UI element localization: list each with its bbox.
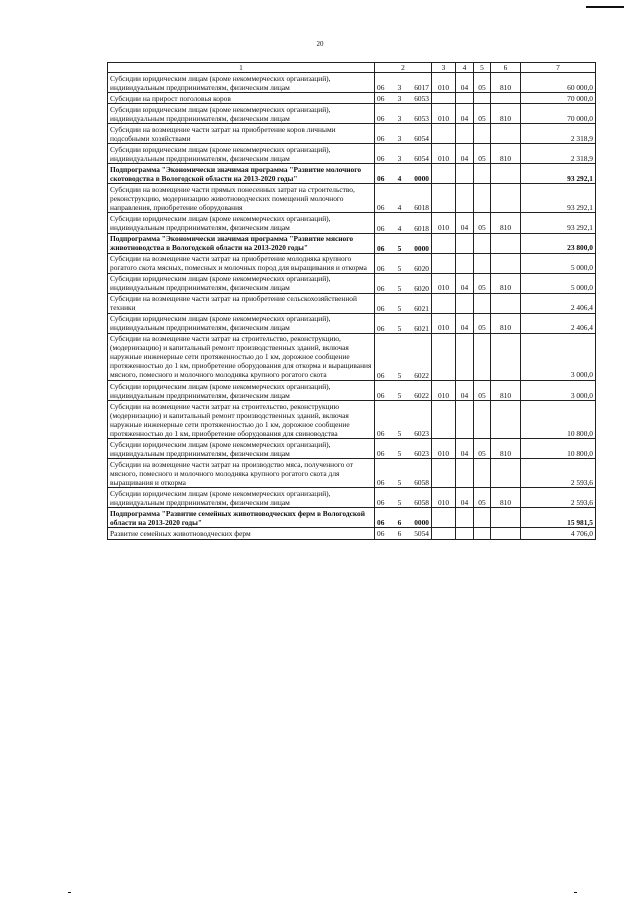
- row-col-6: 810: [491, 144, 521, 164]
- row-code: [375, 401, 432, 439]
- code-part-3: 6022: [414, 391, 429, 401]
- code-part-3: 6018: [414, 223, 429, 233]
- row-col-3: [432, 233, 456, 253]
- row-col-3: 010: [432, 381, 456, 401]
- row-col-4: [456, 93, 474, 104]
- code-part-1: 06: [377, 391, 385, 401]
- code-part-2: 5: [397, 498, 402, 508]
- row-col-5: 05: [474, 104, 491, 124]
- row-name: Субсидии юридическим лицам (кроме некоммерческих организаций), индивидуальным предпринимателям, физическим лицам: [108, 488, 375, 508]
- code-part-1: 06: [377, 243, 385, 253]
- code-part-1: 06: [377, 370, 385, 380]
- row-col-4: 04: [456, 213, 474, 233]
- code-part-2: 3: [397, 114, 402, 124]
- row-name: Субсидии на возмещение части затрат на строительство, реконструкцию, (модернизацию) и капитальный ремонт производственных зданий, включая наружные инженерные сети протяженностью до 1 км, дорожное сообщение протяженностью до 1 км, приобретение оборудования для откорма и выращивания мясного, помесного и молочного молодняка крупного рогатого скота: [108, 333, 375, 380]
- row-name: Подпрограмма "Экономически значимая программа "Развитие мясного животноводства в Вологодской области на 2013-2020 годы": [108, 233, 375, 253]
- row-name: Субсидии юридическим лицам (кроме некоммерческих организаций), индивидуальным предпринимателям, физическим лицам: [108, 439, 375, 459]
- row-amount: 70 000,0: [521, 93, 596, 104]
- code-part-1: 06: [377, 203, 385, 213]
- code-part-3: 6022: [414, 370, 429, 380]
- row-col-5: [474, 293, 491, 313]
- row-col-6: 810: [491, 73, 521, 93]
- code-part-2: 3: [397, 83, 402, 93]
- row-name: Субсидии на возмещение части затрат на приобретение сельскохозяйственной техники: [108, 293, 375, 313]
- code-part-3: 0000: [414, 243, 429, 253]
- row-col-6: 810: [491, 439, 521, 459]
- table-row: [108, 459, 596, 488]
- row-amount: 2 406,4: [521, 313, 596, 333]
- row-code: [375, 164, 432, 184]
- row-col-6: [491, 93, 521, 104]
- row-col-3: 010: [432, 144, 456, 164]
- row-amount: 60 000,0: [521, 73, 596, 93]
- row-name: Субсидии юридическим лицам (кроме некоммерческих организаций), индивидуальным предпринимателям, физическим лицам: [108, 381, 375, 401]
- row-col-5: [474, 528, 491, 539]
- row-col-3: 010: [432, 313, 456, 333]
- row-name: Субсидии на возмещение части затрат на строительство, реконструкцию (модернизацию) и капитальный ремонт производственных зданий, включая наружные инженерные сети протяженностью до 1 км, дорожное сообщение протяженностью до 1 км, приобретение оборудования для свиноводства: [108, 401, 375, 439]
- code-part-3: 0000: [414, 174, 429, 184]
- table-row: [108, 401, 596, 439]
- code-part-1: 06: [377, 114, 385, 124]
- row-code: [375, 233, 432, 253]
- row-code: [375, 73, 432, 93]
- row-col-6: [491, 528, 521, 539]
- row-col-6: [491, 184, 521, 213]
- row-amount: 15 981,5: [521, 508, 596, 528]
- row-amount: 23 800,0: [521, 233, 596, 253]
- row-col-4: 04: [456, 381, 474, 401]
- code-part-3: 6023: [414, 449, 429, 459]
- row-col-6: [491, 293, 521, 313]
- code-part-2: 5: [397, 449, 402, 459]
- table-row: [108, 508, 596, 528]
- row-name: Субсидии на возмещение части прямых понесенных затрат на строительство, реконструкцию, модернизацию животноводческих помещений молочного направления, приобретение оборудования: [108, 184, 375, 213]
- row-code: [375, 104, 432, 124]
- code-part-3: 6054: [414, 134, 429, 144]
- row-code: [375, 313, 432, 333]
- row-col-6: [491, 124, 521, 144]
- code-part-1: 06: [377, 429, 385, 439]
- row-col-6: 810: [491, 488, 521, 508]
- table-row: [108, 253, 596, 273]
- row-amount: 70 000,0: [521, 104, 596, 124]
- row-col-6: [491, 164, 521, 184]
- table-row: [108, 273, 596, 293]
- scan-mark-bottom-left: [68, 892, 71, 893]
- row-col-5: 05: [474, 381, 491, 401]
- row-col-4: 04: [456, 144, 474, 164]
- row-col-3: [432, 333, 456, 380]
- table-row: [108, 144, 596, 164]
- code-part-3: 6018: [414, 203, 429, 213]
- code-part-2: 4: [397, 223, 402, 233]
- code-part-1: 06: [377, 449, 385, 459]
- row-code: [375, 293, 432, 313]
- row-col-3: [432, 528, 456, 539]
- row-col-5: [474, 184, 491, 213]
- row-col-3: [432, 293, 456, 313]
- code-part-3: 6054: [414, 154, 429, 164]
- row-name: Субсидии юридическим лицам (кроме некоммерческих организаций), индивидуальным предпринимателям, физическим лицам: [108, 144, 375, 164]
- row-amount: 2 406,4: [521, 293, 596, 313]
- row-col-4: [456, 293, 474, 313]
- row-amount: 93 292,1: [521, 213, 596, 233]
- row-col-3: [432, 401, 456, 439]
- row-col-6: [491, 508, 521, 528]
- table-row: [108, 164, 596, 184]
- code-part-1: 06: [377, 303, 385, 313]
- row-col-5: [474, 93, 491, 104]
- code-part-1: 06: [377, 529, 385, 539]
- table-row: [108, 488, 596, 508]
- code-part-1: 06: [377, 174, 385, 184]
- row-col-4: 04: [456, 273, 474, 293]
- row-code: [375, 93, 432, 104]
- code-part-1: 06: [377, 498, 385, 508]
- code-part-3: 6017: [414, 83, 429, 93]
- col-header-2: 2: [375, 63, 432, 73]
- row-code: [375, 273, 432, 293]
- row-col-5: 05: [474, 144, 491, 164]
- row-col-4: 04: [456, 439, 474, 459]
- row-col-3: [432, 164, 456, 184]
- row-amount: 10 800,0: [521, 439, 596, 459]
- code-part-2: 6: [397, 518, 402, 528]
- row-code: [375, 124, 432, 144]
- scan-mark-top: [586, 6, 624, 8]
- row-col-4: [456, 124, 474, 144]
- code-part-2: 3: [397, 94, 402, 104]
- row-amount: 5 000,0: [521, 273, 596, 293]
- code-part-3: 0000: [414, 518, 429, 528]
- row-code: [375, 508, 432, 528]
- row-name: Субсидии на возмещение части затрат на производство мяса, полученного от мясного, помесного и молочного молодняка крупного рогатого скота для выращивания и откорма: [108, 459, 375, 488]
- row-col-4: 04: [456, 488, 474, 508]
- row-col-3: [432, 184, 456, 213]
- row-col-3: [432, 124, 456, 144]
- row-code: [375, 459, 432, 488]
- code-part-2: 5: [397, 303, 402, 313]
- code-part-2: 5: [397, 283, 402, 293]
- table-row: [108, 528, 596, 539]
- code-part-2: 5: [397, 323, 402, 333]
- code-part-3: 6053: [414, 94, 429, 104]
- table-row: [108, 333, 596, 380]
- row-amount: 4 706,0: [521, 528, 596, 539]
- row-amount: 2 593,6: [521, 488, 596, 508]
- row-col-6: [491, 233, 521, 253]
- code-part-3: 5054: [414, 529, 429, 539]
- row-col-5: 05: [474, 273, 491, 293]
- col-header-7: 7: [521, 63, 596, 73]
- code-part-3: 6023: [414, 429, 429, 439]
- row-name: Субсидии на прирост поголовья коров: [108, 93, 375, 104]
- row-col-4: [456, 253, 474, 273]
- table-row: [108, 184, 596, 213]
- row-col-5: [474, 459, 491, 488]
- row-col-3: 010: [432, 488, 456, 508]
- row-col-3: 010: [432, 273, 456, 293]
- row-amount: 2 318,9: [521, 144, 596, 164]
- row-col-6: 810: [491, 273, 521, 293]
- table-row: [108, 213, 596, 233]
- row-col-5: [474, 164, 491, 184]
- code-part-1: 06: [377, 478, 385, 488]
- row-col-4: [456, 333, 474, 380]
- row-col-3: [432, 93, 456, 104]
- code-part-1: 06: [377, 518, 385, 528]
- row-amount: 93 292,1: [521, 164, 596, 184]
- code-part-2: 3: [397, 134, 402, 144]
- row-name: Субсидии на возмещение части затрат на приобретение коров личными подсобными хозяйствами: [108, 124, 375, 144]
- row-col-4: [456, 164, 474, 184]
- row-amount: 93 292,1: [521, 184, 596, 213]
- row-code: [375, 333, 432, 380]
- code-part-1: 06: [377, 223, 385, 233]
- code-part-3: 6058: [414, 498, 429, 508]
- row-name: Субсидии юридическим лицам (кроме некоммерческих организаций), индивидуальным предпринимателям, физическим лицам: [108, 213, 375, 233]
- row-col-6: 810: [491, 381, 521, 401]
- code-part-3: 6053: [414, 114, 429, 124]
- code-part-2: 5: [397, 429, 402, 439]
- row-amount: 2 593,6: [521, 459, 596, 488]
- code-part-1: 06: [377, 263, 385, 273]
- row-name: Подпрограмма "Экономически значимая программа "Развитие молочного скотоводства в Вологодской области на 2013-2020 годы": [108, 164, 375, 184]
- row-col-3: 010: [432, 439, 456, 459]
- code-part-1: 06: [377, 94, 385, 104]
- row-col-5: [474, 508, 491, 528]
- table-row: [108, 313, 596, 333]
- table-row: [108, 381, 596, 401]
- code-part-3: 6021: [414, 323, 429, 333]
- table-row: [108, 73, 596, 93]
- row-col-5: 05: [474, 313, 491, 333]
- row-col-5: 05: [474, 488, 491, 508]
- code-part-3: 6020: [414, 263, 429, 273]
- code-part-1: 06: [377, 83, 385, 93]
- row-col-3: 010: [432, 104, 456, 124]
- code-part-2: 5: [397, 478, 402, 488]
- row-amount: 3 000,0: [521, 333, 596, 380]
- row-col-3: 010: [432, 213, 456, 233]
- row-code: [375, 184, 432, 213]
- row-name: Подпрограмма "Развитие семейных животноводческих ферм в Вологодской области на 2013-2020 годы": [108, 508, 375, 528]
- row-col-6: [491, 253, 521, 273]
- row-col-5: [474, 401, 491, 439]
- code-part-1: 06: [377, 323, 385, 333]
- row-code: [375, 213, 432, 233]
- row-name: Субсидии на возмещение части затрат на приобретение молодняка крупного рогатого скота мясных, помесных и молочных пород для выращивания и откорма: [108, 253, 375, 273]
- row-col-3: [432, 253, 456, 273]
- row-col-6: 810: [491, 213, 521, 233]
- row-name: Развитие семейных животноводческих ферм: [108, 528, 375, 539]
- row-name: Субсидии юридическим лицам (кроме некоммерческих организаций), индивидуальным предпринимателям, физическим лицам: [108, 273, 375, 293]
- col-header-1: 1: [108, 63, 375, 73]
- table-row: [108, 233, 596, 253]
- row-col-3: [432, 459, 456, 488]
- row-col-3: [432, 508, 456, 528]
- code-part-2: 5: [397, 370, 402, 380]
- table-row: [108, 104, 596, 124]
- row-code: [375, 144, 432, 164]
- row-name: Субсидии юридическим лицам (кроме некоммерческих организаций), индивидуальным предпринимателям, физическим лицам: [108, 73, 375, 93]
- code-part-2: 5: [397, 391, 402, 401]
- code-part-1: 06: [377, 134, 385, 144]
- row-col-4: [456, 233, 474, 253]
- code-part-1: 06: [377, 154, 385, 164]
- row-col-5: [474, 333, 491, 380]
- row-col-4: [456, 459, 474, 488]
- row-col-4: 04: [456, 73, 474, 93]
- row-col-6: 810: [491, 313, 521, 333]
- table-row: [108, 93, 596, 104]
- row-col-4: 04: [456, 104, 474, 124]
- code-part-2: 4: [397, 174, 402, 184]
- col-header-6: 6: [491, 63, 521, 73]
- page-number: 20: [316, 40, 324, 48]
- row-col-5: [474, 233, 491, 253]
- row-col-5: 05: [474, 213, 491, 233]
- row-col-6: [491, 333, 521, 380]
- code-part-2: 6: [397, 529, 402, 539]
- row-amount: 2 318,9: [521, 124, 596, 144]
- row-code: [375, 488, 432, 508]
- row-code: [375, 528, 432, 539]
- row-amount: 5 000,0: [521, 253, 596, 273]
- col-header-3: 3: [432, 63, 456, 73]
- row-col-4: [456, 401, 474, 439]
- row-col-5: [474, 253, 491, 273]
- header-row: [108, 63, 596, 73]
- row-col-5: 05: [474, 73, 491, 93]
- table-row: [108, 439, 596, 459]
- row-col-5: [474, 124, 491, 144]
- row-col-4: [456, 528, 474, 539]
- scan-mark-bottom-right: [574, 892, 577, 893]
- table-row: [108, 293, 596, 313]
- table-row: [108, 124, 596, 144]
- budget-table: [107, 62, 596, 540]
- row-code: [375, 381, 432, 401]
- code-part-2: 3: [397, 154, 402, 164]
- row-col-6: [491, 459, 521, 488]
- code-part-1: 06: [377, 283, 385, 293]
- row-col-5: 05: [474, 439, 491, 459]
- code-part-3: 6021: [414, 303, 429, 313]
- row-amount: 3 000,0: [521, 381, 596, 401]
- code-part-2: 4: [397, 203, 402, 213]
- row-col-3: 010: [432, 73, 456, 93]
- col-header-5: 5: [474, 63, 491, 73]
- row-amount: 10 800,0: [521, 401, 596, 439]
- row-col-4: [456, 184, 474, 213]
- code-part-3: 6058: [414, 478, 429, 488]
- row-col-4: 04: [456, 313, 474, 333]
- code-part-2: 5: [397, 243, 402, 253]
- code-part-2: 5: [397, 263, 402, 273]
- row-code: [375, 253, 432, 273]
- col-header-4: 4: [456, 63, 474, 73]
- row-col-6: [491, 401, 521, 439]
- code-part-3: 6020: [414, 283, 429, 293]
- row-col-4: [456, 508, 474, 528]
- row-code: [375, 439, 432, 459]
- row-name: Субсидии юридическим лицам (кроме некоммерческих организаций), индивидуальным предпринимателям, физическим лицам: [108, 104, 375, 124]
- row-col-6: 810: [491, 104, 521, 124]
- row-name: Субсидии юридическим лицам (кроме некоммерческих организаций), индивидуальным предпринимателям, физическим лицам: [108, 313, 375, 333]
